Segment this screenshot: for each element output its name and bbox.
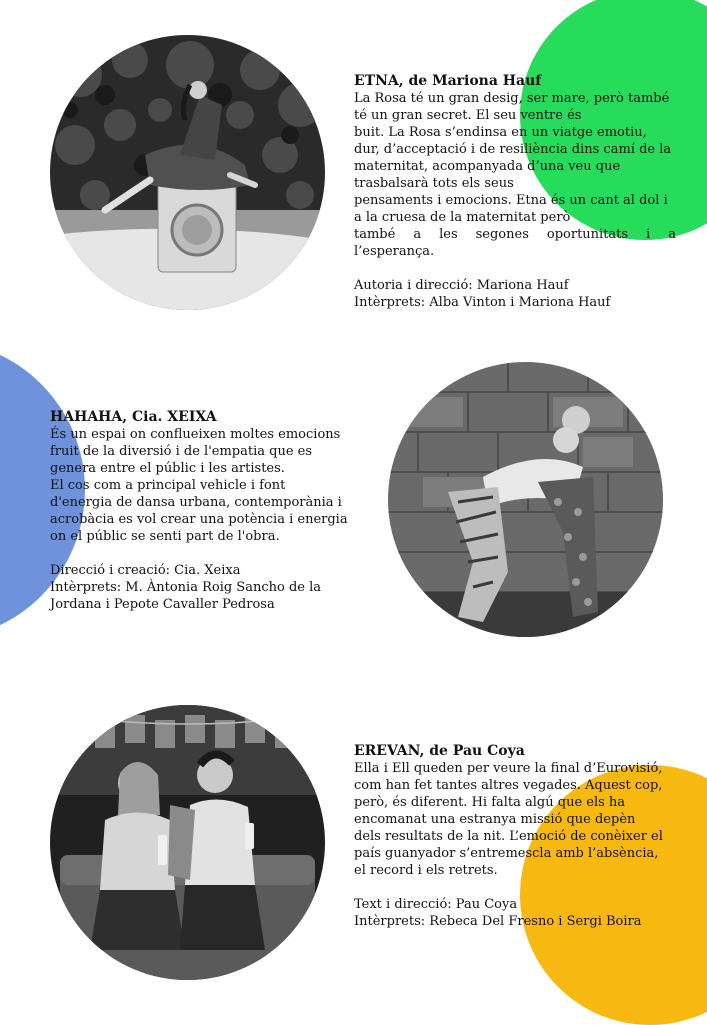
erevan-credit-direction: Text i direcció: Pau Coya (354, 897, 518, 912)
hahaha-line: acrobàcia es vol crear una potència i energia (50, 512, 348, 527)
etna-credit-performers: Intèrprets: Alba Vinton i Mariona Hauf (354, 295, 611, 310)
etna-credit-direction: Autoria i direcció: Mariona Hauf (354, 278, 569, 293)
hahaha-credit-performers: Intèrprets: M. Àntonia Roig Sancho de la (50, 580, 322, 595)
hahaha-credit-direction: Direcció i creació: Cia. Xeixa (50, 563, 241, 578)
erevan-line: com han fet tantes altres vegades. Aquest cop, (354, 778, 663, 793)
hahaha-credit-performers-cont: Jordana i Pepote Cavaller Pedrosa (50, 597, 275, 612)
erevan-title: EREVAN, de Pau Coya (354, 743, 525, 759)
erevan-line: el record i els retrets. (354, 863, 498, 878)
etna-section (354, 72, 676, 311)
hahaha-photo (388, 362, 663, 637)
erevan-credit-performers: Intèrprets: Rebeca Del Fresno i Sergi Boira (354, 914, 642, 929)
hahaha-line: fruit de la diversió i de l'empatia que es (50, 444, 313, 459)
hahaha-description (50, 426, 354, 545)
etna-title: ETNA, de Mariona Hauf (354, 73, 542, 89)
etna-line: trasbalsarà tots els seus (354, 176, 514, 191)
hahaha-line: És un espai on conflueixen moltes emocions (50, 427, 341, 442)
etna-line: maternitat, acompanyada d’una veu que (354, 159, 621, 174)
etna-line: buit. La Rosa s’endinsa en un viatge emotiu, (354, 125, 647, 140)
etna-line: pensaments i emocions. Etna és un cant al dol i (354, 193, 668, 208)
hahaha-section (50, 408, 354, 613)
hahaha-line: d'energia de dansa urbana, contemporània i (50, 495, 342, 510)
hahaha-line: genera entre el públic i les artistes. (50, 461, 285, 476)
erevan-line: però, és diferent. Hi falta algú que els ha (354, 795, 626, 810)
etna-description (354, 90, 676, 260)
etna-line: La Rosa té un gran desig, ser mare, però també (354, 91, 670, 106)
etna-line: també a les segones oportunitats i a l’esperança. (354, 227, 676, 259)
hahaha-line: on el públic se senti part de l'obra. (50, 529, 280, 544)
erevan-section (354, 742, 667, 930)
etna-photo (50, 35, 325, 310)
etna-line: té un gran secret. El seu ventre és (354, 108, 582, 123)
erevan-line: encomanat una estranya missió que depèn (354, 812, 636, 827)
erevan-photo (50, 705, 325, 980)
etna-line: a la cruesa de la maternitat però (354, 210, 571, 225)
erevan-line: dels resultats de la nit. L’emoció de conèixer el (354, 829, 663, 844)
hahaha-line: El cos com a principal vehicle i font (50, 478, 286, 493)
erevan-line: Ella i Ell queden per veure la final d’Eurovisió, (354, 761, 663, 776)
etna-line: dur, d’acceptació i de resiliència dins camí de la (354, 142, 672, 157)
erevan-description (354, 760, 667, 879)
erevan-line: país guanyador s’entremescla amb l’absència, (354, 846, 659, 861)
hahaha-title: HAHAHA, Cia. XEIXA (50, 409, 217, 425)
